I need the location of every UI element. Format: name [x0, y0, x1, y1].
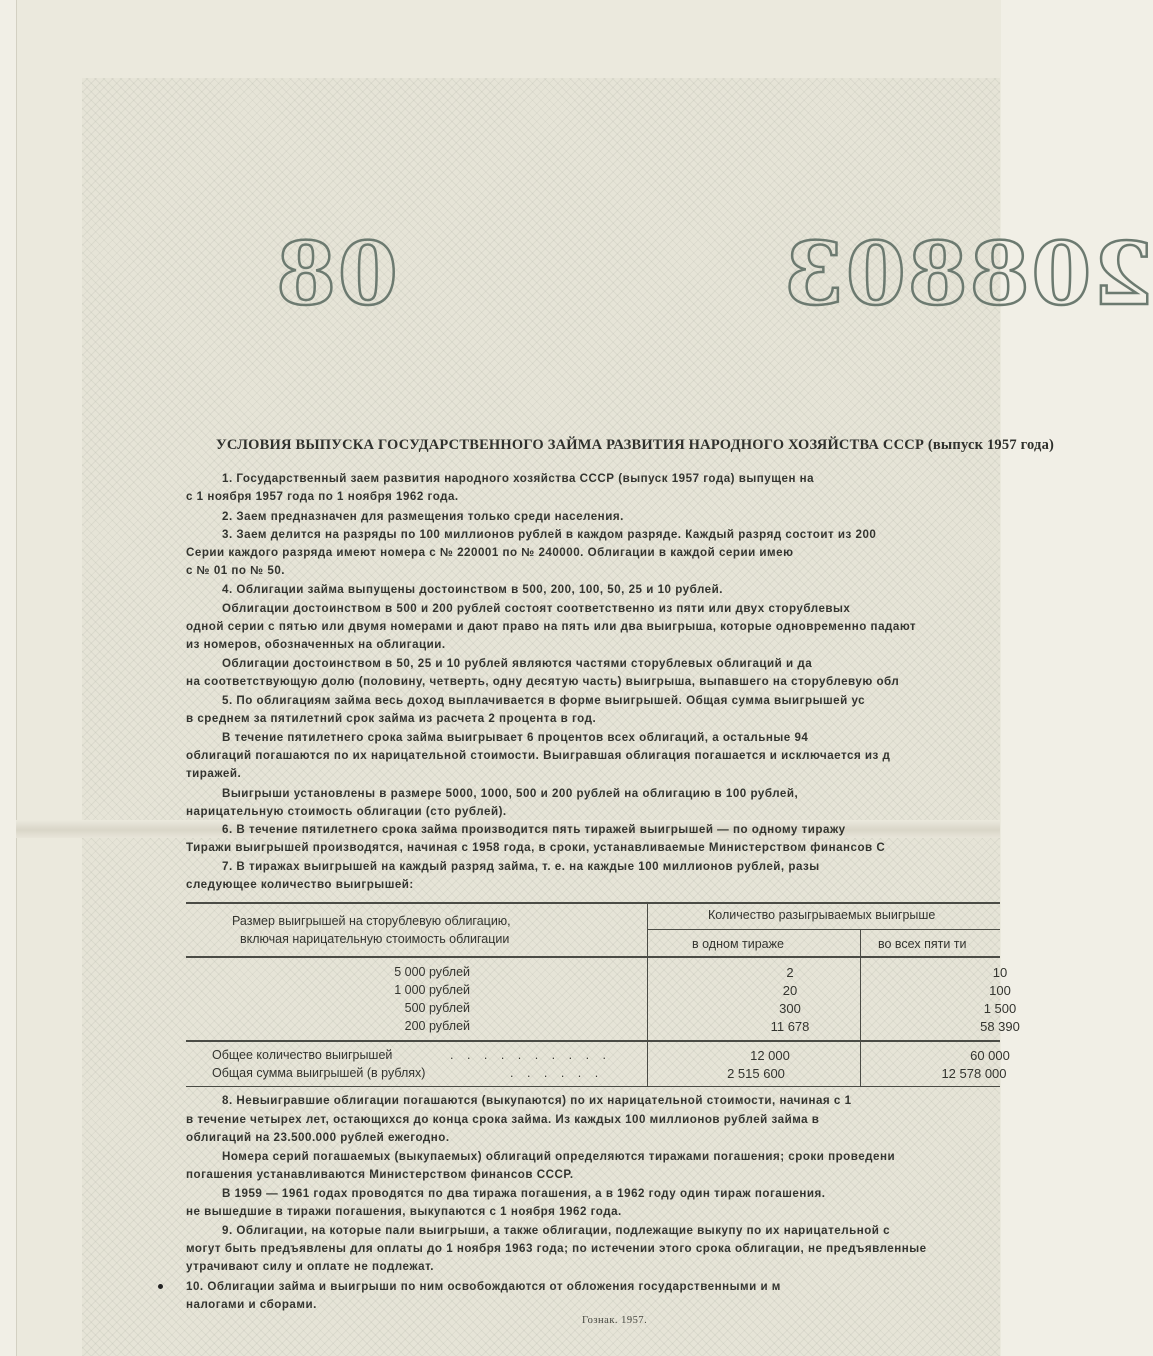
prize-amount: 200 рублей — [404, 1019, 470, 1033]
count-one-draw: 2 — [786, 965, 794, 980]
table-col-divider — [647, 902, 648, 1086]
text-line: 4. Облигации займа выпущены достоинством в 500, 200, 100, 50, 25 и 10 рублей. — [222, 583, 723, 596]
ink-dot — [158, 1284, 163, 1289]
count-five-draws: 58 390 — [980, 1019, 1020, 1034]
table-header-size-line2: включая нарицательную стоимость облигации — [240, 932, 510, 946]
count-one-draw: 11 678 — [770, 1019, 810, 1034]
total-count-five-draws: 60 000 — [970, 1048, 1010, 1063]
total-sum-five-draws: 12 578 000 — [941, 1066, 1007, 1081]
text-line: с № 01 по № 50. — [186, 564, 285, 577]
text-line: В 1959 — 1961 годах проводятся по два тиража погашения, а в 1962 году один тираж погашения. — [222, 1187, 826, 1200]
bond-number-mirrored: 208803 — [782, 224, 1153, 325]
count-one-draw: 20 — [782, 983, 798, 998]
text-line: утрачивают силу и оплате не подлежат. — [186, 1260, 435, 1273]
table-rule-subgroup — [648, 929, 1000, 930]
text-line: Выигрыши установлены в размере 5000, 1000, 500 и 200 рублей на облигацию в 100 рублей, — [222, 787, 799, 800]
text-line: нарицательную стоимость облигации (сто рублей). — [186, 805, 507, 818]
table-col-divider — [860, 929, 861, 1086]
text-line: в течение четырех лет, остающихся до конца срока займа. Из каждых 100 миллионов рублей займа в — [186, 1113, 820, 1126]
text-line: могут быть предъявлены для оплаты до 1 ноября 1963 года; по истечении этого срока облигации, не предъявленные — [186, 1242, 927, 1255]
text-line: Облигации достоинством в 500 и 200 рублей состоят соответственно из пяти или двух сторублевых — [222, 602, 851, 615]
text-line: 1. Государственный заем развития народного хозяйства СССР (выпуск 1957 года) выпущен на — [222, 472, 815, 485]
text-line: облигаций на 23.500.000 рублей ежегодно. — [186, 1131, 450, 1144]
text-line: тиражей. — [186, 767, 242, 780]
count-one-draw: 300 — [779, 1001, 801, 1016]
text-line: В течение пятилетнего срока займа выигрывает 6 процентов всех облигаций, а остальные 94 — [222, 731, 809, 744]
table-header-count: Количество разыгрываемых выигрыше — [708, 908, 936, 922]
prize-amount: 500 рублей — [404, 1001, 470, 1015]
total-sum-one-draw: 2 515 600 — [727, 1066, 785, 1081]
text-line: 3. Заем делится на разряды по 100 миллионов рублей в каждом разряде. Каждый разряд состоит из 200 — [222, 528, 877, 541]
series-number-mirrored: 08 — [274, 224, 398, 325]
table-rule-top — [186, 902, 1000, 904]
text-line: погашения устанавливаются Министерством финансов СССР. — [186, 1168, 574, 1181]
text-line: Тиражи выигрышей производятся, начиная с 1958 года, в сроки, устанавливаемые Министерством финансов С — [186, 841, 886, 854]
table-rule-totals — [186, 1040, 1000, 1042]
total-sum-label: Общая сумма выигрышей (в рублях) — [212, 1066, 426, 1080]
text-line: Номера серий погашаемых (выкупаемых) облигаций определяются тиражами погашения; сроки проведени — [222, 1150, 896, 1163]
table-header-size-line1: Размер выигрышей на сторублевую облигацию, — [232, 914, 511, 928]
total-count-label: Общее количество выигрышей — [212, 1048, 393, 1062]
text-line: на соответствующую долю (половину, четверть, одну десятую часть) выигрыша, выпавшего на сторублевую обл — [186, 675, 900, 688]
count-five-draws: 100 — [989, 983, 1011, 998]
printer-imprint: Гознак. 1957. — [582, 1315, 648, 1326]
text-line: 10. Облигации займа и выигрыши по ним освобождаются от обложения государственными и м — [186, 1280, 781, 1293]
text-line: из номеров, обозначенных на облигации. — [186, 638, 446, 651]
text-line: с 1 ноября 1957 года по 1 ноября 1962 года. — [186, 490, 459, 503]
leader-dots: . . . . . . — [510, 1066, 604, 1080]
text-line: следующее количество выигрышей: — [186, 878, 414, 891]
count-five-draws: 10 — [992, 965, 1008, 980]
text-line: Серии каждого разряда имеют номера с № 220001 по № 240000. Облигации в каждой серии имею — [186, 546, 794, 559]
prize-amount: 5 000 рублей — [394, 965, 470, 979]
text-line: 5. По облигациям займа весь доход выплачивается в форме выигрышей. Общая сумма выигрышей ус — [222, 694, 866, 707]
text-line: одной серии с пятью или двумя номерами и дают право на пять или два выигрыша, которые одновременно падают — [186, 620, 917, 633]
leader-dots: . . . . . . . . . . — [450, 1048, 611, 1062]
text-line: Облигации достоинством в 50, 25 и 10 рублей являются частями сторублевых облигаций и да — [222, 657, 813, 670]
text-line: 9. Облигации, на которые пали выигрыши, а также облигации, подлежащие выкупу по их нарицательной с — [222, 1224, 891, 1237]
prize-amount: 1 000 рублей — [394, 983, 470, 997]
table-rule-bottom — [186, 1086, 1000, 1087]
total-count-one-draw: 12 000 — [750, 1048, 790, 1063]
table-subheader-five-draws: во всех пяти ти — [878, 937, 967, 951]
text-line: налогами и сборами. — [186, 1298, 317, 1311]
conditions-title: УСЛОВИЯ ВЫПУСКА ГОСУДАРСТВЕННОГО ЗАЙМА РАЗВИТИЯ НАРОДНОГО ХОЗЯЙСТВА СССР (выпуск 1957 года) — [216, 437, 1055, 453]
text-line: 8. Невыигравшие облигации погашаются (выкупаются) по их нарицательной стоимости, начиная с 1 — [222, 1094, 852, 1107]
text-line: облигаций погашаются по их нарицательной стоимости. Выигравшая облигация погашается и исключается из д — [186, 749, 891, 762]
text-line: в среднем за пятилетний срок займа из расчета 2 процента в год. — [186, 712, 597, 725]
count-five-draws: 1 500 — [983, 1001, 1017, 1016]
text-line: 6. В течение пятилетнего срока займа производится пять тиражей выигрышей — по одному тиражу — [222, 823, 846, 836]
text-line: 2. Заем предназначен для размещения только среди населения. — [222, 510, 624, 523]
text-line: не вышедшие в тиражи погашения, выкупаются с 1 ноября 1962 года. — [186, 1205, 622, 1218]
text-line: 7. В тиражах выигрышей на каждый разряд займа, т. е. на каждые 100 миллионов рублей, разы — [222, 860, 820, 873]
table-subheader-one-draw: в одном тираже — [692, 937, 784, 951]
table-rule-header — [186, 956, 1000, 958]
